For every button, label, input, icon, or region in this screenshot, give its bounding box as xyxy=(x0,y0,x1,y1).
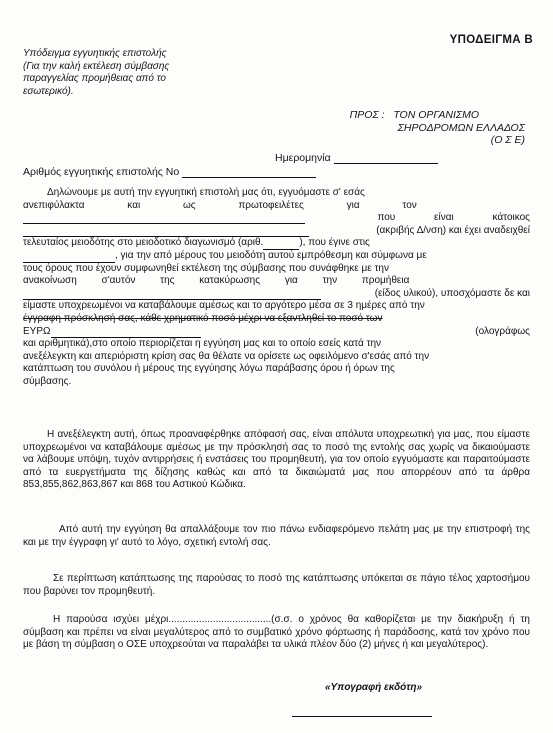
recipient-abbr: (Ο Σ Ε) xyxy=(490,134,525,146)
text-line: (ακριβής Δ/νση) και έχει αναδειχθεί xyxy=(376,224,530,236)
text-line: ανακοίνωση σ'αυτόν της κατακύρωσης για την προμήθεια xyxy=(23,275,410,287)
text-line: Δηλώνουμε με αυτή την εγγυητική επιστολή μας ότι, εγγυόμαστε σ' εσάς xyxy=(47,187,365,198)
date-blank xyxy=(334,163,438,164)
text-line: τελευταίος μειοδότης στο μειοδοτικό διαγωνισμό (αριθ. xyxy=(23,237,264,249)
text-line: που είναι κάτοικος xyxy=(377,212,530,224)
recipient-block xyxy=(350,109,525,147)
document-title xyxy=(23,48,169,98)
text-line: τους όρους που έχουν συμφωνηθεί εκτέλεση της σύμβασης που συνάφθηκε με την xyxy=(23,262,389,274)
currency-label: ΕΥΡΩ xyxy=(23,325,51,337)
paragraph-release xyxy=(23,524,530,549)
title-line: (Για την καλή εκτέλεση σύμβασης xyxy=(23,60,170,72)
item-type-blank xyxy=(23,288,321,300)
paragraph-text: Η ανεξέλεγκτη αυτή, όπως προαναφέρθηκε απόφασή σας, είναι απόλυτα υποχρεωτική για μας, που είμαστε υποχρεωμένοι να καταβάλουμε αμέσως με την πρόσκλησή σας το ποσό της εντολής σας χωρίς να δικαιούμαστε να λάβουμε υπόψη, τυχόν αντιρρήσεις ή ενστάσεις του προμηθευτή, για τον οποίο εγγυόμαστε και παραιτούμαστε από τα ευεργετήματα της δίζησης καθώς και από τα δικαιώματά μας που απορρέουν από τα άρθρα 853,855,862,863,867 και 868 του Αστικού Κώδικα. xyxy=(23,429,530,491)
title-line: παραγγελίας προμήθειας από το xyxy=(23,73,166,84)
paragraph-unconditional-obligation xyxy=(23,429,530,492)
recipient-name-line1: ΤΟΝ ΟΡΓΑΝΙΣΜΟ xyxy=(393,109,480,121)
tender-date-blank xyxy=(23,252,115,263)
letter-number-blank xyxy=(182,177,316,178)
title-line: εσωτερικό). xyxy=(23,85,74,97)
title-line: Υπόδειγμα εγγυητικής επιστολής xyxy=(23,48,167,59)
text-line: έγγραφη πρόσκλησή σας, κάθε χρηματικό ποσό μέχρι να εξαντληθεί το ποσό των xyxy=(23,312,383,324)
text-line: σύμβασης. xyxy=(23,375,72,387)
paragraph-text: Σε περίπτωση κατάπτωσης της παρούσας το ποσό της κατάπτωσης υπόκειται σε πάγιο τέλος χαρτοσήμου που βαρύνει τον προμηθευτή. xyxy=(23,573,530,597)
text-line: και αριθμητικά),στο οποίο περιορίζεται η εγγύηση μας και το οποίο εσείς κατά την xyxy=(23,338,382,350)
contractor-name-blank xyxy=(23,212,305,224)
text-line: ), που έγινε στις xyxy=(299,237,370,249)
address-blank xyxy=(23,225,309,237)
signature-label: «Υπογραφή εκδότη» xyxy=(325,682,423,693)
tender-number-blank xyxy=(263,239,299,250)
text-line: (ολογράφως xyxy=(475,325,530,337)
paragraph-text: Από αυτή την εγγύηση θα απαλλάξουμε τον πιο πάνω ενδιαφερόμενο πελάτη μας με την επιστροφή της και με την έγγραφη γι' αυτό το λόγο, σχετική εντολή σας. xyxy=(23,524,530,548)
sample-label: ΥΠΟΔΕΙΓΜΑ Β xyxy=(449,34,533,46)
text-line: κατάπτωση του συνόλου ή μέρους της εγγύησης λόγω παράβασης όρου ή όρων της xyxy=(23,363,395,375)
signature-line xyxy=(292,716,432,717)
text-line: (είδος υλικού), υποσχόμαστε δε και xyxy=(374,287,530,299)
text-line: είμαστε υποχρεωμένοι να καταβάλουμε αμέσως και το αργότερο μέσα σε 3 ημέρες από την xyxy=(23,300,425,312)
paragraph-text: Η παρούσα ισχύει μέχρι.....................................(σ.σ. ο χρόνος θα καθορίζεται με την διακήρυξη ή τη σύμβαση και πρέπει να είναι μεγαλύτερος από το συμβατικό χρόνο φόρτωσης ή παράδοσης, κατά τον χρόνο που με βάση τη σύμβαση ο ΟΣΕ υποχρεούται να παραλάβει τα υλικά πλέον δύο (2) μήνες ή και μεγαλύτερος). xyxy=(23,614,530,651)
text-line: ανεξέλεγκτη και απεριόριστη κρίση σας θα θέλατε να ορίσετε ως οφειλόμενο σ'εσάς από την xyxy=(23,350,430,362)
paragraph-validity xyxy=(23,614,530,652)
paragraph-guarantee-declaration xyxy=(23,187,530,389)
recipient-name-line2: ΣΗΡΟΔΡΟΜΩΝ ΕΛΛΑΔΟΣ xyxy=(397,121,525,134)
to-label: ΠΡΟΣ : xyxy=(349,109,385,121)
date-label: Ημερομηνία xyxy=(275,152,331,164)
letter-number-row xyxy=(23,166,316,178)
date-row xyxy=(275,152,438,164)
letter-number-label: Αριθμός εγγυητικής επιστολής Νο xyxy=(23,166,180,178)
amount-blank xyxy=(51,327,201,338)
paragraph-stamp-duty xyxy=(23,573,530,598)
text-line: , για την από μέρους του μειοδότη αυτού εμπρόθεσμη και σύμφωνα με xyxy=(115,249,427,261)
text-line: ανεπιφύλακτα και ως πρωτοφειλέτες για τον xyxy=(23,199,417,211)
